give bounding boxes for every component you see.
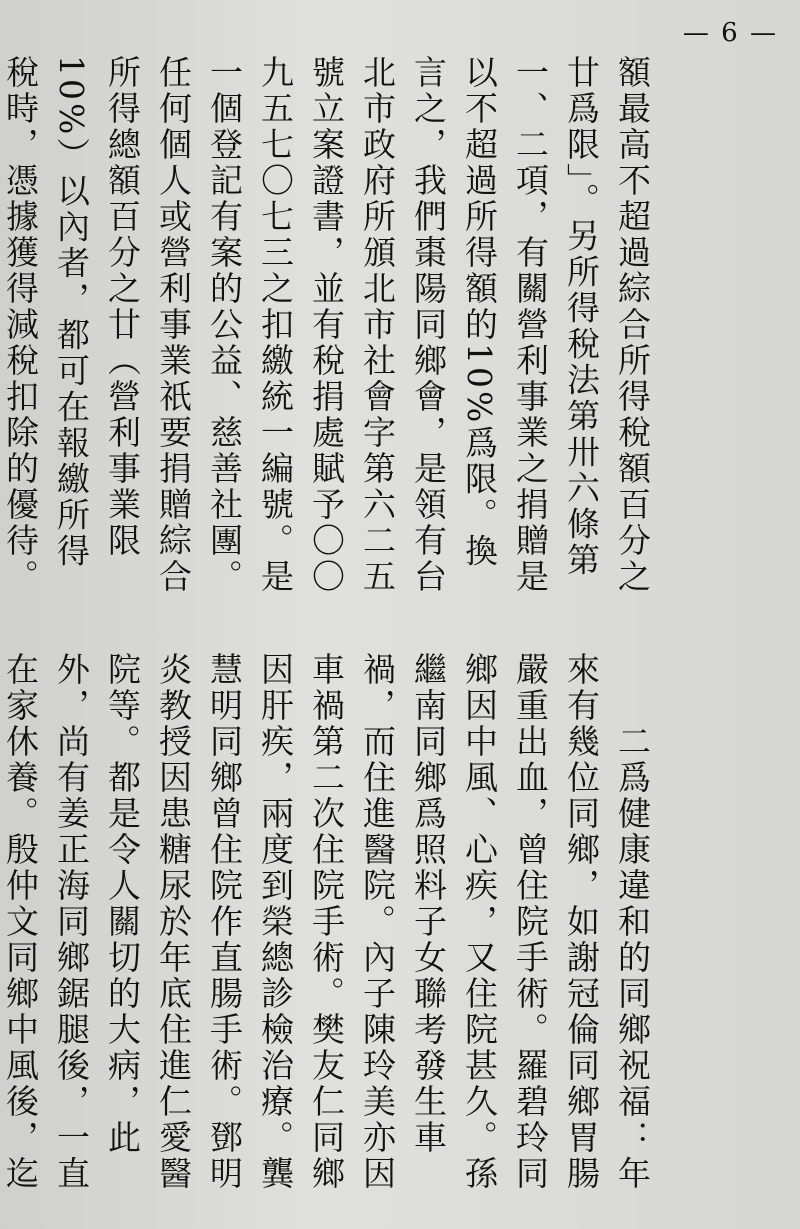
top-paragraph-1: 額最高不超過綜合所得稅額百分之廿爲限」。另所得稅法第卅六條第一、二項，有關營利事業之捐贈是以不超過所得額的10%爲限。換言之，我們棗陽同鄉會，是領有台北市政府所頒北市社會字第六二五號立案證書，並有稅捐處賦予〇〇九五七〇七三之扣繳統一編號。是一個登記有案的公益、慈善社團。任何個人或營利事業祇要捐贈綜合所得總額百分之廿（營利事業限10%）以內者，都可在報繳所得稅時，憑據獲得減稅扣除的優待。 [1,55,652,595]
bottom-text-block [1,652,760,1212]
bottom-paragraph-1: 二爲健康違和的同鄉祝福：年來有幾位同鄉，如謝冠倫同鄉胃腸嚴重出血，曾住院手術。羅碧玲同鄉因中風、心疾，又住院甚久。孫繼南同鄉爲照料子女聯考發生車禍，而住進醫院。內子陳玲美亦因車禍第二次住院手術。樊友仁同鄉因肝疾，兩度到榮總診檢治療。龔慧明同鄉曾住院作直腸手術。鄧明炎教授因患糖尿於年底住進仁愛醫院等。都是令人關切的大病，此外，尚有姜正海同鄉鋸腿後，一直在家休養。殷仲文同鄉中風後，迄 [1,652,652,1192]
top-text-block [1,55,760,600]
page-number: — 6 — [682,18,778,48]
